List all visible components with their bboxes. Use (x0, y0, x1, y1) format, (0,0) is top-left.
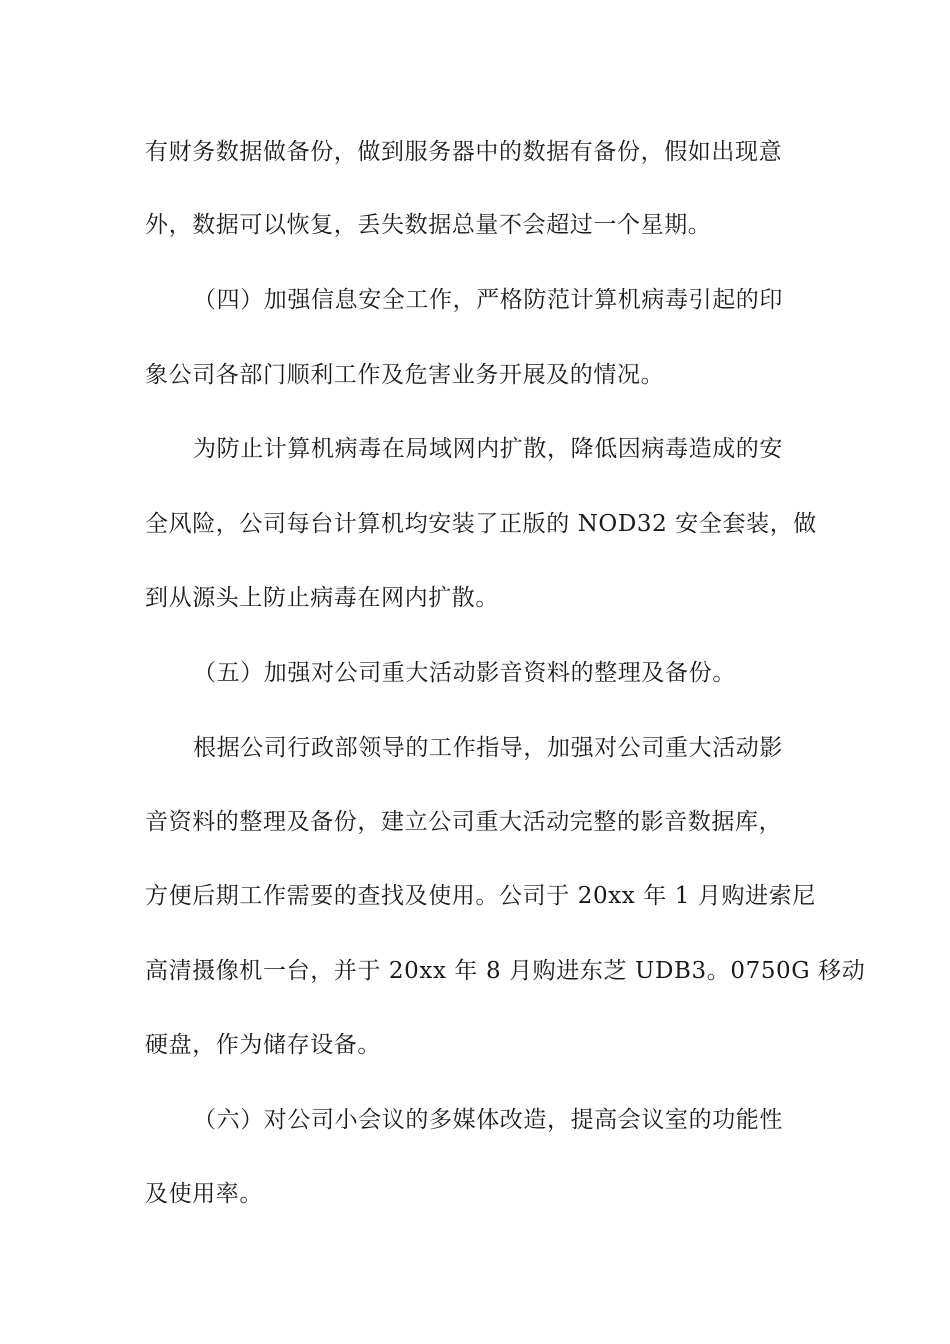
body-text-line: 有财务数据做备份，做到服务器中的数据有备份，假如出现意 (145, 139, 783, 165)
paragraph-start-line: 根据公司行政部领导的工作指导，加强对公司重大活动影 (193, 735, 783, 761)
body-text-line: 方便后期工作需要的查找及使用。公司于 20xx 年 1 月购进索尼 (145, 883, 816, 909)
body-text-line: 硬盘，作为储存设备。 (145, 1032, 381, 1058)
section-heading-6: （六）对公司小会议的多媒体改造，提高会议室的功能性 (193, 1107, 783, 1133)
paragraph-start-line: 为防止计算机病毒在局域网内扩散，降低因病毒造成的安 (193, 436, 783, 462)
section-heading-5: （五）加强对公司重大活动影音资料的整理及备份。 (193, 660, 736, 686)
body-text-line: 到从源头上防止病毒在网内扩散。 (145, 585, 499, 611)
body-text-line: 象公司各部门顺利工作及危害业务开展及的情况。 (145, 362, 665, 388)
body-text-line: 及使用率。 (145, 1181, 263, 1207)
section-heading-4: （四）加强信息安全工作，严格防范计算机病毒引起的印 (193, 287, 783, 313)
body-text-line: 音资料的整理及备份，建立公司重大活动完整的影音数据库， (145, 809, 783, 835)
body-text-line: 外，数据可以恢复，丢失数据总量不会超过一个星期。 (145, 212, 712, 238)
body-text-line: 全风险，公司每台计算机均安装了正版的 NOD32 安全套装，做 (145, 511, 817, 537)
body-text-line: 高清摄像机一台，并于 20xx 年 8 月购进东芝 UDB3。0750G 移动 (145, 958, 866, 984)
